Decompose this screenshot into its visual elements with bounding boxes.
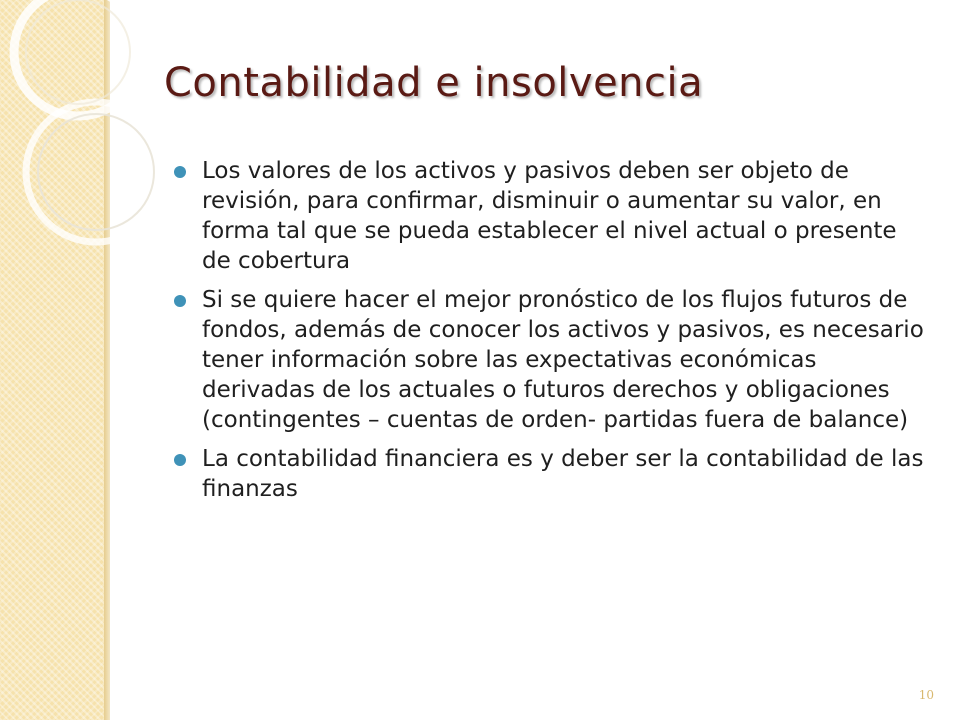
bullet-text: Los valores de los activos y pasivos deben ser objeto de revisión, para confirmar, disminuir o aumentar su valor, en forma tal que se pueda establecer el nivel actual o presente de cobertura	[202, 158, 897, 274]
bullet-text: La contabilidad financiera es y deber ser la contabilidad de las finanzas	[202, 446, 924, 502]
page-number: 10	[918, 688, 934, 702]
bullet-item	[170, 156, 930, 276]
bullet-item	[170, 285, 930, 435]
bullet-list	[170, 156, 930, 513]
bullet-marker-icon	[174, 166, 186, 178]
bullet-item	[170, 444, 930, 504]
bullet-marker-icon	[174, 454, 186, 466]
bullet-text: Si se quiere hacer el mejor pronóstico de los flujos futuros de fondos, además de conocer los activos y pasivos, es necesario tener información sobre las expectativas económicas derivadas de los actuales o futuros derechos y obligaciones (contingentes – cuentas de orden- partidas fuera de balance)	[202, 287, 924, 433]
slide-title: Contabilidad e insolvencia	[164, 60, 704, 106]
bullet-marker-icon	[174, 295, 186, 307]
